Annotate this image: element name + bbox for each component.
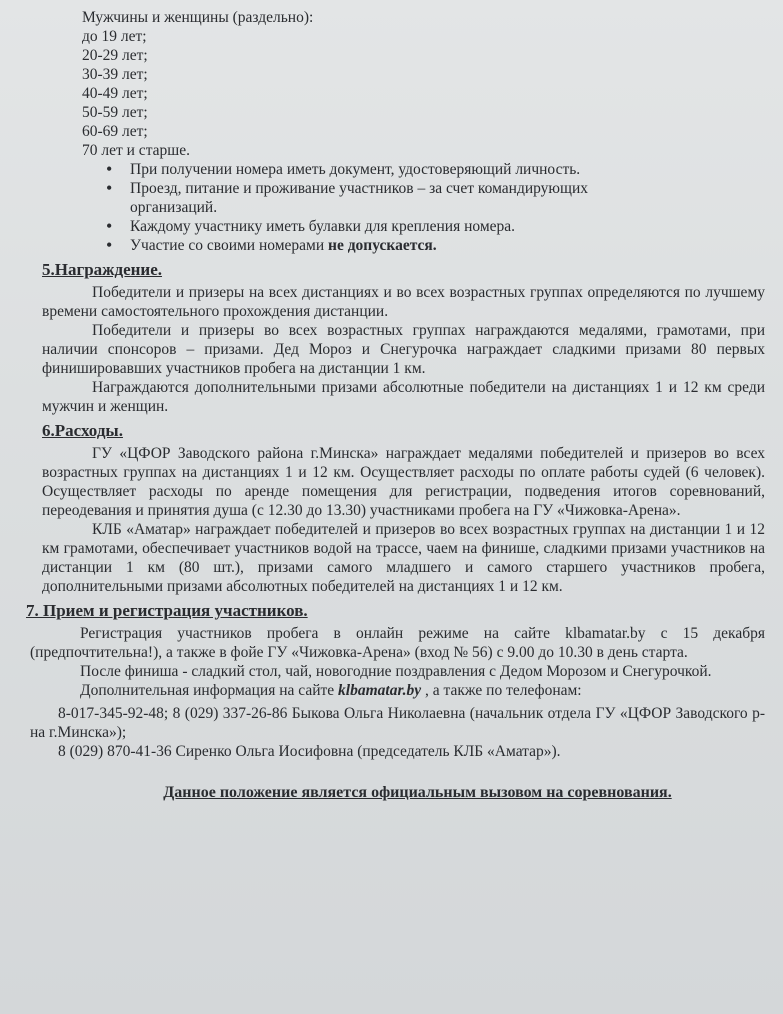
paragraph: Победители и призеры на всех дистанциях и во всех возрастных группах определяются по лучшему времени самостоятельного прохождения дистанции. [42, 284, 765, 320]
rules-list [30, 160, 765, 255]
paragraph: После финиша - сладкий стол, чай, новогодние поздравления с Дедом Морозом и Снегурочкой. [80, 663, 712, 680]
age-group-item: 30-39 лет; [82, 66, 148, 83]
paragraph: ГУ «ЦФОР Заводского района г.Минска» награждает медалями победителей и призеров во всех возрастных группах на дистанциях 1 и 12 км. Осуществляет расходы по оплате работы судей (6 человек). Осуществляет расходы по аренде помещения для регистрации, подведения итогов соревнований, переодевания и принятия душа (с 12.30 до 13.30) участниками пробега на ГУ «Чижовка-Арена». [42, 445, 765, 519]
section-6-body [30, 444, 765, 596]
list-item: • Участие со своими номерами не допускается. [130, 236, 765, 255]
age-group-item: 70 лет и старше. [82, 142, 190, 159]
age-group-item: 60-69 лет; [82, 123, 148, 140]
age-group-item: 20-29 лет; [82, 47, 148, 64]
site-link[interactable]: klbamatar.by [338, 682, 422, 699]
phone-line: 8-017-345-92-48; 8 (029) 337-26-86 Быкова Ольга Николаевна (начальник отдела ГУ «ЦФОР Заводского р-на г.Минска»); [30, 705, 765, 741]
paragraph: Победители и призеры во всех возрастных группах награждаются медалями, грамотами, при наличии спонсоров – призами. Дед Мороз и Снегурочка награждает сладкими призами 80 первых финишировавших участников пробега на дистанции 1 км. [42, 322, 765, 377]
paragraph: КЛБ «Аматар» награждает победителей и призеров во всех возрастных группах на дистанции 1 и 12 км грамотами, обеспечивает участников водой на трассе, чаем на финише, сладкими призами участников на дистанции 1 км (80 шт.), призами самого младшего и самого старшего участников пробега, дополнительными призами абсолютных победителей на дистанциях 1 и 12 км. [42, 521, 765, 595]
age-group-item: до 19 лет; [82, 28, 147, 45]
section-6-title: 6.Расходы. [42, 421, 123, 440]
final-note: Данное положение является официальным вызовом на соревнования. [163, 784, 672, 801]
age-group-item: 40-49 лет; [82, 85, 148, 102]
age-groups [82, 8, 765, 160]
age-groups-intro: Мужчины и женщины (раздельно): [82, 9, 314, 26]
paragraph: Награждаются дополнительными призами абсолютные победители на дистанциях 1 и 12 км среди мужчин и женщин. [42, 379, 765, 415]
list-item: • Проезд, питание и проживание участников – за счет командирующих организаций. [130, 179, 765, 217]
section-7-title: 7. Прием и регистрация участников. [26, 601, 308, 620]
section-5-body [30, 283, 765, 416]
list-item: • Каждому участнику иметь булавки для крепления номера. [130, 217, 765, 236]
phone-line: 8 (029) 870-41-36 Сиренко Ольга Иосифовна (председатель КЛБ «Аматар»). [58, 743, 561, 760]
paragraph: Регистрация участников пробега в онлайн режиме на сайте klbamatar.by с 15 декабря (предпочтительна!), а также в фойе ГУ «Чижовка-Арена» (вход № 56) с 9.00 до 10.30 в день старта. [30, 625, 765, 661]
list-item: • При получении номера иметь документ, удостоверяющий личность. [130, 160, 765, 179]
age-group-item: 50-59 лет; [82, 104, 148, 121]
section-5-title: 5.Награждение. [42, 260, 163, 279]
section-7-body [30, 624, 765, 761]
paragraph: Дополнительная информация на сайте klbamatar.by , а также по телефонам: [80, 682, 582, 699]
